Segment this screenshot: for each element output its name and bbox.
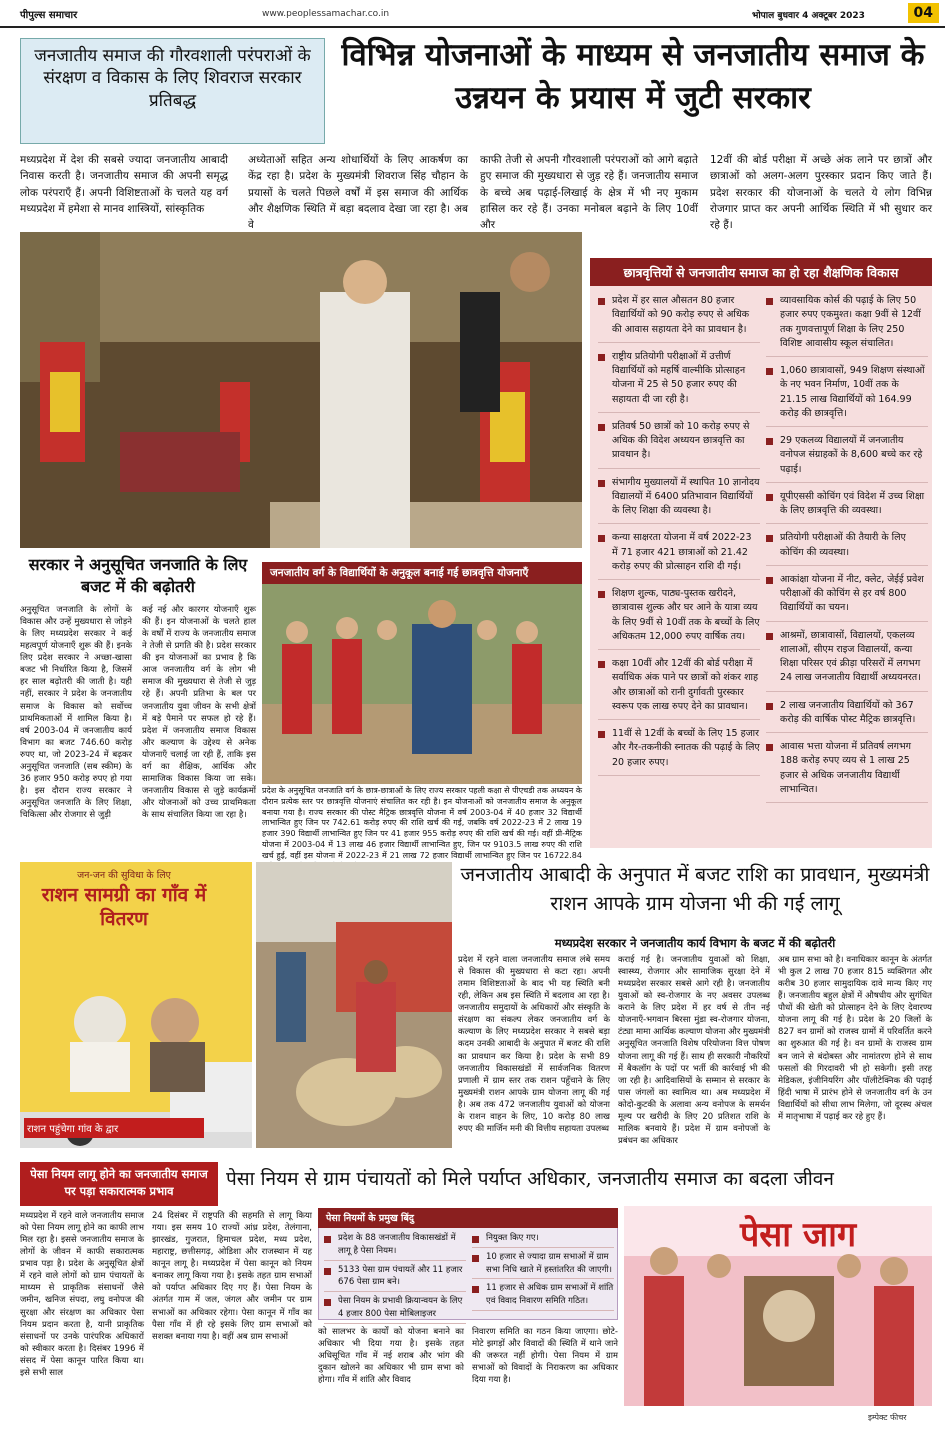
pesa-points-title: पेसा नियमों के प्रमुख बिंदु	[318, 1208, 618, 1228]
scholarship-point: 11वीं से 12वीं के बच्चों के लिए 15 हजार और गैर-तकनीकी स्नातक की पढ़ाई के लिए 20 हजार रुपए।	[598, 727, 760, 776]
impact-feature-credit: इम्पेक्ट फीचर	[868, 1413, 907, 1422]
ration-banner-text: जन-जन की सुविधा के लिए	[77, 870, 171, 881]
scholarship-point: व्यावसायिक कोर्स की पढ़ाई के लिए 50 हजार रुपए एकमुश्त। कक्षा 9वीं से 12वीं तक गुणवत्तापूर्ण शिक्षा के लिए 250 विशिष्ट आवासीय स्कूल संचालित।	[766, 294, 928, 357]
main-headline: विभिन्न योजनाओं के माध्यम से जनजातीय समाज के उन्नयन के प्रयास में जुटी सरकार	[341, 37, 925, 117]
scholarship-point: आवास भत्ता योजना में प्रतिवर्ष लगभग 188 करोड़ रुपए व्यय से 1 लाख 25 हजार से अधिक जनजातीय विद्यार्थी लाभान्वित।	[766, 740, 928, 803]
pesa-col-2: 24 दिसंबर में राष्ट्रपति की सहमति से लागू किया गया। इस समय 10 राज्यों आंध्र प्रदेश, तेलंगाना, झारखंड, गुजरात, हिमाचल प्रदेश, मध्य प्रदेश, महाराष्ट्र, छत्तीसगढ़, ओडिशा और राजस्थान में यह कानून लागू है। मध्यप्रदेश में पेसा कानून को नियम बनाकर लागू किया गया है। इसके तहत ग्राम सभाओं को पर्याप्त अधिकार दिए गए हैं। पेसा नियम के अंतर्गत गाम में जल, जंगल और जमीन पर ग्राम सभाओं का अधिकार रहेगा। पेसा कानून में गाँव का पैसा गाँव में ही रहे इसके लिए ग्राम सभाओं को सशक्त बनाया गया है। वहीं अब ग्राम सभाओं	[152, 1211, 312, 1342]
scholarship-point: 2 लाख जनजातीय विद्यार्थियों को 367 करोड़ की वार्षिक पोस्ट मैट्रिक छात्रवृत्ति।	[766, 699, 928, 734]
ration-banner-foot: राशन पहुंचेगा गांव के द्वार	[24, 1118, 204, 1138]
pesa-col-4: निवारण समिति का गठन किया जाएगा। छोटे-मोटे झगड़ों और विवादों की स्थिति में थाने जाने की जरूरत नहीं होगी। पेसा नियम में ग्राम सभाओं को विवादों के निराकरण का अधिकार दिया गया है।	[472, 1327, 618, 1386]
budget-col-2: कई नई और कारगर योजनाएँ शुरू की हैं। इन योजनाओं के चलते हाल के वर्षों में राज्य के जनजातीय समाज ने तेजी से प्रगति की है। प्रदेश सरकार की इन योजनाओं का प्रभाव है कि आज जनजातीय वर्ग के लोग भी समाज की मुख्यधारा से तेजी से जुड़ रहे हैं। अपनी प्रतिभा के बल पर जनजातीय युवा जीवन के सभी क्षेत्रों में बड़े पैमाने पर सफल हो रहे हैं। प्रदेश में जनजातीय समाज विकास और कल्याण के उद्देश्य से अनेक योजनाएँ चलाई जा रही हैं, ताकि इस वर्ग का शैक्षिक, आर्थिक और सामाजिक विकास किया जा सके। जनजातीय विकास से जुड़े कार्यक्रमों और योजनाओं को उच्च प्राथमिकता के साथ संचालित किया जा रहा है।	[142, 605, 256, 821]
grain-distribution-photo	[256, 862, 452, 1148]
pesa-point: पेसा नियम के प्रभावी क्रियान्वयन के लिए 4 हजार 800 पेसा मोबिलाइजर	[324, 1295, 466, 1324]
photo2-title: जनजातीय वर्ग के विद्यार्थियों के अनुकूल बनाई गई छात्रवृत्ति योजनाएँ	[262, 562, 582, 584]
pesa-col-1: मध्यप्रदेश में रहने वाले जनजातीय समाज को पेसा नियम लागू होने का काफी लाभ मिल रहा है। इससे जनजातीय समाज के लोगों के जीवन में काफी सकारात्मक प्रभाव पड़ा है। प्रदेश के अनुसूचित क्षेत्रों में रहने वाले लोगों को ग्राम पंचायतों के माध्यम से प्राकृतिक संसाधनों जैसे जमीन, खनिज संपदा, लघु वनोपज की सुरक्षा और संरक्षण का अधिकार पेसा नियम प्रदान करता है, यानी प्राकृतिक संसाधनों पर उनके पारंपरिक अधिकारों को स्वीकार करता है। दिसंबर 1996 में संसद में पेसा कानून पारित किया था। इसे सभी साल	[20, 1211, 144, 1378]
pesa-headline: पेसा नियम से ग्राम पंचायतों को मिले पर्याप्त अधिकार, जनजातीय समाज का बदला जीवन	[226, 1168, 834, 1190]
ration-banner-title: राशन सामग्री का गाँव में वितरण	[41, 884, 207, 930]
pesa-points-right	[472, 1232, 614, 1314]
students-photo	[262, 584, 582, 784]
budget-col-1: अनुसूचित जनजाति के लोगों के विकास और उन्हें मुख्यधारा से जोड़ने के लिए मध्यप्रदेश सरकार ने कई महत्वपूर्ण योजनाएँ शुरू की हैं। इनके लिए प्रदेश सरकार ने अच्छा-खासा बजट भी निर्धारित किया है, जिसमें हर साल बढ़ोतरी की जाती है। यही नहीं, सरकार ने प्रदेश के जनजातीय समाज के विकास को सर्वोच्च प्राथमिकताओं में शामिल किया है। वर्ष 2003-04 में जनजातीय कार्य विभाग का बजट 746.60 करोड़ रुपए था, जो 2023-24 में बढ़कर अनुसूचित जनजाति (सब स्कीम) के 36 हजार 950 करोड़ रुपए हो गया है। इस दौरान राज्य सरकार ने अनुसूचित जनजाति के लिए शिक्षा, चिकित्सा और रोजगार से जुड़ी	[20, 605, 132, 821]
scholarship-point: 1,060 छात्रावासों, 949 शिक्षण संस्थाओं के नए भवन निर्माण, 10वीं तक के 21.15 लाख विद्यार्थियों को 164.99 करोड़ की छात्रवृत्ति।	[766, 364, 928, 427]
scholarship-title: छात्रवृत्तियों से जनजातीय समाज का हो रहा शैक्षणिक विकास	[590, 258, 932, 286]
scholarship-point: आकांक्षा योजना में नीट, क्लेट, जेईई प्रवेश परीक्षाओं की कोचिंग से हर वर्ष 800 विद्यार्थियों का चयन।	[766, 573, 928, 622]
pesa-point: नियुक्त किए गए।	[472, 1232, 614, 1248]
page-header	[0, 0, 945, 28]
website-url[interactable]: www.peoplessamachar.co.in	[262, 9, 390, 19]
pesa-point: 10 हजार से ज्यादा ग्राम सभाओं में ग्राम सभा निधि खाते में हस्तांतरित की जाएगी।	[472, 1251, 614, 1280]
main-photo	[20, 232, 582, 548]
pesa-point: प्रदेश के 88 जनजातीय विकासखंडों में लागू है पेसा नियम।	[324, 1232, 466, 1261]
pesa-sign-text: पेसा जाग	[740, 1215, 857, 1255]
pesa-point: 5133 पेसा ग्राम पंचायतें और 11 हजार 676 पेसा ग्राम बने।	[324, 1264, 466, 1293]
photo2-caption: प्रदेश के अनुसूचित जनजाति वर्ग के छात्र-छात्राओं के लिए राज्य सरकार पहली कक्षा से पीएचडी तक अध्ययन के दौरान प्रत्येक स्तर पर छात्रवृत्ति योजनाएं संचालित कर रही है। इन योजनाओं को जनजातीय समाज के अनुकूल बनाया गया है। राज्य सरकार की पोस्ट मैट्रिक छात्रवृत्ति योजना में वर्ष 2003-04 में 40 हजार 32 विद्यार्थी लाभान्वित हुए जिन पर 742.61 करोड़ रुपए की राशि खर्च की गई, जबकि वर्ष 2022-23 में 2 लाख 19 हजार 390 विद्यार्थी लाभान्वित हुए जिन पर 41 हजार 955 करोड़ रुपए की राशि खर्च की गई। वहीं प्री-मैट्रिक योजना में 2003-04 में 13 लाख 46 हजार विद्यार्थी लाभान्वित हुए, जिन पर 9103.5 लाख रुपए की राशि खर्च हुई, वहीं इस योजना में 2022-23 में 21 लाख 72 हजार विद्यार्थी लाभान्वित हुए जिन पर 16722.84	[262, 786, 582, 860]
ration-col-2: कराई गई है। जनजातीय युवाओं को शिक्षा, स्वास्थ्य, रोजगार और सामाजिक सुरक्षा देने में मध्यप्रदेश सरकार सबसे आगे रही है। जनजातीय युवाओं को स्व-रोजगार के नए अवसर उपलब्ध कराने के लिए प्रदेश में हर वर्ष से तीन नई योजनाएँ-भगवान बिरसा मुंडा स्व-रोजगार योजना, टंट्या मामा आर्थिक कल्याण योजना और मुख्यमंत्री अनुसूचित जनजाति विशेष परियोजना वित्त पोषण योजना लागू की गई हैं। साथ ही सरकारी नौकरियों में बैकलॉग के पदों पर भर्ती की कार्रवाई भी की जा रही है। आदिवासियों के सम्मान से सरकार के पास जंगलों का स्वामित्व था। अब मध्यप्रदेश में कोदो-कुटकी के अलावा अन्य वनोपज के समर्थन मूल्य पर खरीदी के लिए 20 प्रतिशत राशि के मालिक बनवाये हैं। प्रदेश में ग्राम वनोपजों के प्रबंधन का अधिकार	[618, 955, 770, 1146]
scholarship-point: प्रतियोगी परीक्षाओं की तैयारी के लिए कोचिंग की व्यवस्था।	[766, 531, 928, 566]
scholarship-point: 29 एकलव्य विद्यालयों में जनजातीय वनोपज संग्राहकों के 8,600 बच्चे कर रहे पढ़ाई।	[766, 434, 928, 483]
intro-col-2: अध्येताओं सहित अन्य शोधार्थियों के लिए आकर्षण का केंद्र रहा है। प्रदेश के मुख्यमंत्री शिवराज सिंह चौहान के प्रयासों के चलते पिछले वर्षों में इस समाज की आर्थिक और शैक्षणिक स्थिति में बड़ा बदलाव देखा जा रहा है। अब वे	[248, 154, 468, 232]
intro-col-1: मध्यप्रदेश में देश की सबसे ज्यादा जनजातीय आबादी निवास करती है। जनजातीय समाज की अपनी समृद्ध लोक परंपराएँ हैं। अपनी विशिष्टताओं के चलते यह वर्ग मध्यप्रदेश में हमेशा से मानव शास्त्रियों, सांस्कृतिक	[20, 154, 228, 215]
intro-col-3: काफी तेजी से अपनी गौरवशाली परंपराओं को आगे बढ़ाते हुए समाज की मुख्यधारा से जुड़ रहे हैं। जनजातीय समाज के बच्चे अब पढ़ाई-लिखाई के क्षेत्र में भी नए मुकाम हासिल कर रहे हैं। उनका मनोबल बढ़ाने के लिए 10वीं और	[480, 154, 698, 232]
scholarship-point: प्रतिवर्ष 50 छात्रों को 10 करोड़ रुपए से अधिक की विदेश अध्ययन छात्रवृत्ति का प्रावधान है।	[598, 420, 760, 469]
ration-col-1: प्रदेश में रहने वाला जनजातीय समाज लंबे समय से विकास की मुख्यधारा से कटा रहा। अपनी तमाम विशिष्टताओं के बाद भी यह स्थिति बनी रही, लेकिन अब इस स्थिति में बदलाव आ रहा है। जनजातीय समुदायों के अधिकारों और संस्कृति के संरक्षण का संकल्प लेकर जनजातीय वर्ग के कल्याण के लिए मध्यप्रदेश सरकार ने सबसे बड़ा कदम उनकी आबादी के अनुपात में बजट की राशि का प्रावधान कर किया है। प्रदेश के सभी 89 जनजातीय विकासखंडों में सार्वजनिक वितरण प्रणाली में ग्राम स्तर तक राशन पहुँचाने के लिए मुख्यमंत्री राशन आपके ग्राम योजना लागू की गई है। अब तक 472 जनजातीय युवाओं को योजना के राशन वाहन के लिए, 10 करोड़ 80 लाख रुपए की मार्जिन मनी की वित्तीय सहायता उपलब्ध	[458, 955, 610, 1134]
scholarship-point: संभागीय मुख्यालयों में स्थापित 10 ज्ञानोदय विद्यालयों में 6400 प्रतिभावान विद्यार्थियों के लिए शिक्षा की व्यवस्था है।	[598, 476, 760, 525]
pesa-points-left	[324, 1232, 466, 1327]
budget-headline: सरकार ने अनुसूचित जनजाति के लिए बजट में की बढ़ोतरी	[28, 555, 248, 596]
scholarship-point: प्रदेश में हर साल औसतन 80 हजार विद्यार्थियों को 90 करोड़ रुपए से अधिक की आवास सहायता देने का प्रावधान है।	[598, 294, 760, 343]
scholarship-point: यूपीएससी कोचिंग एवं विदेश में उच्च शिक्षा के लिए छात्रवृत्ति की व्यवस्था।	[766, 490, 928, 525]
scholarship-point: कन्या साक्षरता योजना में वर्ष 2022-23 में 71 हजार 421 छात्राओं को 21.42 करोड़ रुपए की प्रोत्साहन राशि दी गई।	[598, 531, 760, 580]
scholarship-point: आश्रमों, छात्रावासों, विद्यालयों, एकलव्य शालाओं, सीएम राइज विद्यालयों, कन्या शिक्षा परिसर एवं क्रीड़ा परिसरों में लगभग 24 लाख जनजातीय विद्यार्थी अध्ययनरत।	[766, 629, 928, 692]
ration-headline: जनजातीय आबादी के अनुपात में बजट राशि का प्रावधान, मुख्यमंत्री राशन आपके ग्राम योजना भी की गई लागू	[460, 863, 930, 916]
scholarship-point: कक्षा 10वीं और 12वीं की बोर्ड परीक्षा में सर्वाधिक अंक पाने पर छात्रों को शंकर शाह और छात्राओं को रानी दुर्गावती पुरस्कार स्वरूप एक लाख रुपए देने का प्रावधान।	[598, 657, 760, 720]
intro-col-4: 12वीं की बोर्ड परीक्षा में अच्छे अंक लाने पर छात्रों और छात्राओं को अलग-अलग पुरस्कार प्रदान किए जाते हैं। प्रदेश सरकार की योजनाओं के चलते ये लोग विभिन्न रोजगार प्राप्त कर अपनी आर्थिक स्थिति में भी सुधार कर रहे हैं।	[710, 154, 932, 232]
scholarship-point: शिक्षण शुल्क, पाठ्य-पुस्तक खरीदने, छात्रावास शुल्क और घर आने के यात्रा व्यय के लिए 9वीं से 10वीं तक के बच्चों के लिए अधिकतम 12,000 रुपए वार्षिक तय।	[598, 587, 760, 650]
pesa-left-title: पेसा नियम लागू होने का जनजातीय समाज पर पड़ा सकारात्मक प्रभाव	[20, 1162, 218, 1206]
scholarship-list-left	[598, 294, 760, 783]
pesa-point: 11 हजार से अधिक ग्राम सभाओं में शांति एवं विवाद निवारण समिति गठित।	[472, 1282, 614, 1311]
page-number: 04	[908, 3, 939, 23]
ration-subheadline: मध्यप्रदेश सरकार ने जनजातीय कार्य विभाग के बजट में की बढ़ोतरी	[554, 936, 836, 950]
pesa-col-3: को सालभर के कार्यों को योजना बनाने का अधिकार भी दिया गया है। इसके तहत अधिसूचित गाँव में नई शराब और भांग की दुकान खोलने का अधिकार भी ग्राम सभा को होगा। गाँव में शांति और विवाद	[318, 1327, 464, 1386]
scholarship-list-right	[766, 294, 928, 810]
kicker-box: जनजातीय समाज की गौरवशाली परंपराओं के संरक्षण व विकास के लिए शिवराज सरकार प्रतिबद्ध	[20, 38, 325, 144]
ration-col-3: अब ग्राम सभा को है। वनाधिकार कानून के अंतर्गत भी कुल 2 लाख 70 हजार 815 व्यक्तिगत और करीब 30 हजार सामुदायिक दावे मान्य किए गए हैं। जनजातीय बहुल क्षेत्रों में औषधीय और सुगंधित पौधों की खेती को प्रोत्साहन देने के लिए देवारण्य योजना लागू की गई है। प्रदेश के 20 जिलों के 827 वन ग्रामों को राजस्व ग्रामों में परिवर्तित करने का शुरुआत की गई है। वन ग्रामों के राजस्व ग्राम बन जाने से बंदोबस्त और नामांतरण होने से साथ फसलों की गिरदावरी भी हो सकेगी। इसी तरह मेडिकल, इंजीनियरिंग और पॉलीटेक्निक की पढ़ाई हिंदी भाषा में प्रारंभ होने से जनजातीय वर्ग के उन विद्यार्थियों को सीधा लाभ मिलेगा, जो दूरस्थ अंचल में मातृभाषा में पढ़ाई कर रहे हुए हैं।	[778, 955, 932, 1122]
scholarship-point: राष्ट्रीय प्रतियोगी परीक्षाओं में उत्तीर्ण विद्यार्थियों को महर्षि वाल्मीकि प्रोत्साहन योजना में 25 से 50 हजार रुपए की सहायता दी जा रही है।	[598, 350, 760, 413]
newspaper-brand: पीपुल्स समाचार	[20, 10, 78, 21]
edition-date: भोपाल बुधवार 4 अक्टूबर 2023	[752, 11, 865, 21]
